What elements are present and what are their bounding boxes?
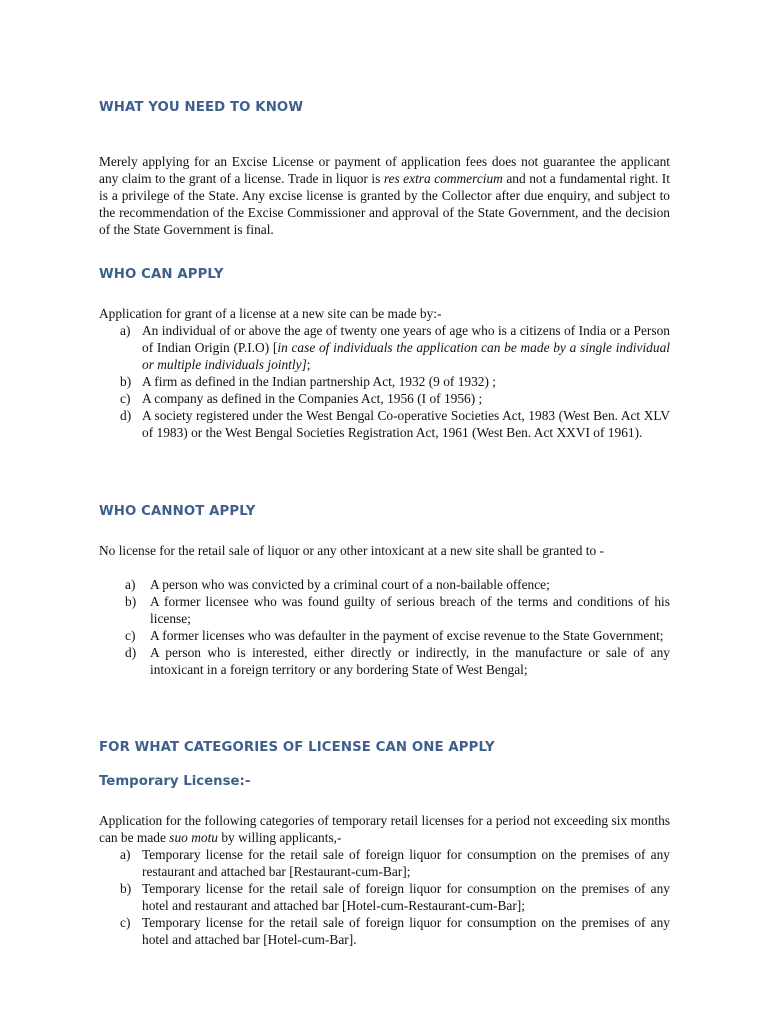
heading-what-you-need-to-know: WHAT YOU NEED TO KNOW xyxy=(99,100,304,115)
list-item: c) A former licenses who was defaulter in the payment of excise revenue to the State Government; xyxy=(125,628,664,643)
temporary-license-intro: Application for the following categories of temporary retail licenses for a period not exceeding six months can be made suo motu by willing applicants,- xyxy=(99,813,670,845)
temporary-license-list xyxy=(120,846,670,948)
list-item: b) A former licensee who was found guilty of serious breach of the terms and conditions of his license; xyxy=(125,594,670,626)
list-item: c) Temporary license for the retail sale of foreign liquor for consumption on the premises of any hotel and attached bar [Hotel-cum-Bar]. xyxy=(120,915,670,947)
list-item: d) A society registered under the West Bengal Co-operative Societies Act, 1983 (West Ben. Act XLV of 1983) or the West Bengal Societies Registration Act, 1961 (West Ben. Act XXVI of 1961). xyxy=(120,408,670,440)
list-item: d) A person who is interested, either directly or indirectly, in the manufacture or sale of any intoxicant in a foreign territory or any bordering State of West Bengal; xyxy=(125,645,670,677)
list-item: a) Temporary license for the retail sale of foreign liquor for consumption on the premises of any restaurant and attached bar [Restaurant-cum-Bar]; xyxy=(120,847,670,879)
list-item: b) A firm as defined in the Indian partnership Act, 1932 (9 of 1932) ; xyxy=(120,374,497,389)
who-can-apply-intro: Application for grant of a license at a new site can be made by:- xyxy=(99,306,442,321)
list-item: c) A company as defined in the Companies Act, 1956 (I of 1956) ; xyxy=(120,391,483,406)
heading-who-cannot-apply: WHO CANNOT APPLY xyxy=(99,504,256,519)
subheading-temporary-license: Temporary License:- xyxy=(99,774,251,789)
who-cannot-apply-intro: No license for the retail sale of liquor or any other intoxicant at a new site shall be granted to - xyxy=(99,543,604,558)
list-item: b) Temporary license for the retail sale of foreign liquor for consumption on the premises of any hotel and restaurant and attached bar [Hotel-cum-Restaurant-cum-Bar]; xyxy=(120,881,670,913)
list-item: a) An individual of or above the age of twenty one years of age who is a citizens of India or a Person of Indian Origin (P.I.O) [in case of individuals the application can be made by a single individual or multiple individuals jointly]; xyxy=(120,323,670,372)
paragraph-what-you-need-to-know: Merely applying for an Excise License or payment of application fees does not guarantee the applicant any claim to the grant of a license. Trade in liquor is res extra commercium and not a fundamental right. It is a privilege of the State. Any excise license is granted by the Collector after due enquiry, and subject to the recommendation of the Excise Commissioner and approval of the State Government, and the decision of the State Government is final. xyxy=(99,154,670,237)
list-item: a) A person who was convicted by a criminal court of a non-bailable offence; xyxy=(125,577,550,592)
who-can-apply-list xyxy=(120,322,670,441)
who-cannot-apply-list xyxy=(125,576,670,678)
heading-license-categories: FOR WHAT CATEGORIES OF LICENSE CAN ONE APPLY xyxy=(99,740,495,755)
heading-who-can-apply: WHO CAN APPLY xyxy=(99,267,224,282)
